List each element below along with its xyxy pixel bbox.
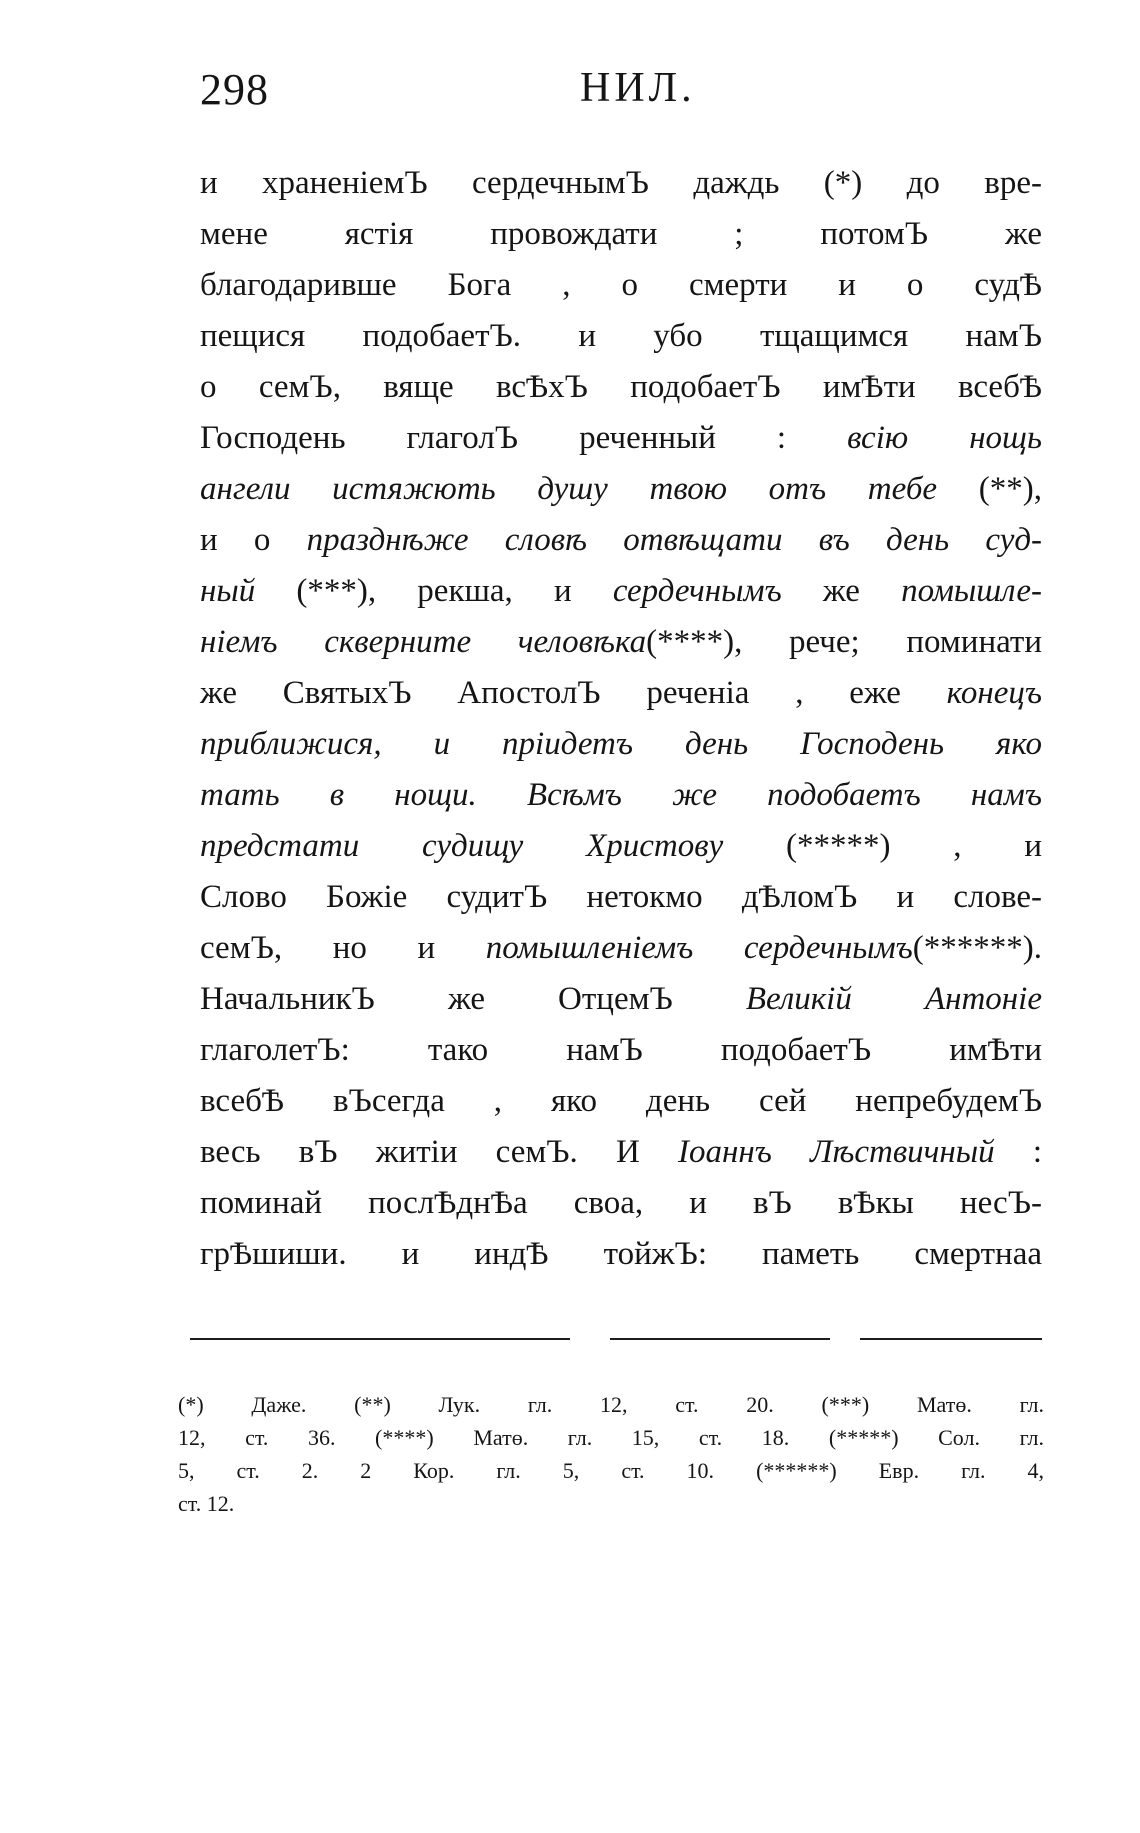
footnote-line: 5, ст. 2. 2 Кор. гл. 5, ст. 10. (******) Евр. гл. 4, (178, 1458, 1044, 1483)
footnote-line: ст. 12. (178, 1491, 235, 1516)
text-run: же (781, 573, 902, 609)
text-run: всебѢ вЪсегда , яко день сей непребудемЪ (200, 1083, 1042, 1119)
italic-quote: конецъ (946, 675, 1042, 711)
footnotes (178, 1388, 1044, 1520)
text-line (200, 668, 1042, 719)
text-line (200, 311, 1042, 362)
text-line (200, 923, 1042, 974)
text-line (200, 1025, 1042, 1076)
text-line (200, 974, 1042, 1025)
text-line (200, 260, 1042, 311)
footnote-rule (610, 1338, 830, 1340)
italic-quote: истяжють душу твою отъ тебе (332, 471, 938, 507)
footnote-line: (*) Даже. (**) Лук. гл. 12, ст. 20. (***) Матө. гл. (178, 1392, 1044, 1417)
text-line (200, 821, 1042, 872)
text-line (200, 1178, 1042, 1229)
italic-quote: ный (200, 573, 256, 609)
footnote-rule (190, 1338, 570, 1340)
text-line (200, 1229, 1042, 1280)
italic-quote: помышленіемъ сердечнымъ (485, 930, 913, 966)
footnote-line: 12, ст. 36. (****) Матө. гл. 15, ст. 18. (*****) Сол. гл. (178, 1425, 1044, 1450)
italic-quote: празднѣже словѣ отвѣщати въ день суд- (306, 522, 1042, 558)
italic-quote: Іоаннъ Лѣствичный (677, 1134, 995, 1170)
text-run: о семЪ, вяще всѢхЪ подобаетЪ имѢти всебѢ (200, 369, 1042, 405)
text-run: (****), рече; поминати (646, 624, 1042, 660)
text-line (200, 209, 1042, 260)
text-run: и храненіемЪ сердечнымЪ даждь (*) до вре- (200, 165, 1042, 201)
italic-quote: ангели (200, 471, 333, 507)
text-run: благодаривше Бога , о смерти и о судѢ (200, 267, 1042, 303)
text-line (200, 872, 1042, 923)
page-number: 298 (200, 65, 269, 114)
text-run: грѢшиши. и индѢ тойжЪ: паметь смертнаа (200, 1236, 1042, 1272)
text-line (200, 362, 1042, 413)
text-line (200, 464, 1042, 515)
text-line (200, 770, 1042, 821)
text-line (200, 566, 1042, 617)
text-run: (**), (937, 471, 1042, 507)
text-run: НачальникЪ же ОтцемЪ (200, 981, 746, 1017)
text-run: Слово Божіе судитЪ нетокмо дѢломЪ и слове- (200, 879, 1042, 915)
text-run: поминай послѢднѢа своа, и вЪ вѢкы несЪ- (200, 1185, 1042, 1221)
text-run: (*****) , и (723, 828, 1042, 864)
text-run: Господень глаголЪ реченный : (200, 420, 848, 456)
text-line (200, 719, 1042, 770)
text-run: семЪ, но и (200, 930, 486, 966)
text-line (200, 515, 1042, 566)
italic-quote: всію нощь (847, 420, 1042, 456)
body-text (200, 158, 1042, 1280)
italic-quote: сердечнымъ (612, 573, 782, 609)
text-line (200, 1127, 1042, 1178)
text-run: (******). (912, 930, 1043, 966)
italic-quote: предстати судищу Христову (200, 828, 724, 864)
text-line (200, 413, 1042, 464)
text-run: глаголетЪ: тако намЪ подобаетЪ имѢти (200, 1032, 1042, 1068)
italic-quote: помышле- (901, 573, 1042, 609)
text-line (200, 158, 1042, 209)
text-line (200, 1076, 1042, 1127)
text-run: (***), рекша, и (255, 573, 613, 609)
italic-quote: ніемъ скверните человѣка (200, 624, 647, 660)
text-run: же СвятыхЪ АпостолЪ реченіа , еже (200, 675, 947, 711)
text-run: мене ястія провождати ; потомЪ же (200, 216, 1042, 252)
footnote-rule (860, 1338, 1042, 1340)
italic-quote: приближися, и пріидетъ день Господень яко (200, 726, 1042, 762)
page-header (200, 64, 1040, 124)
text-run: весь вЪ житіи семЪ. И (200, 1134, 678, 1170)
italic-quote: Великій Антоніе (745, 981, 1042, 1017)
running-head: НИЛ. (580, 65, 696, 111)
text-run: : (994, 1134, 1042, 1170)
italic-quote: тать в нощи. Всѣмъ же подобаетъ намъ (200, 777, 1042, 813)
text-run: пещися подобаетЪ. и убо тщащимся намЪ (200, 318, 1042, 354)
text-run: и о (200, 522, 307, 558)
text-line (200, 617, 1042, 668)
